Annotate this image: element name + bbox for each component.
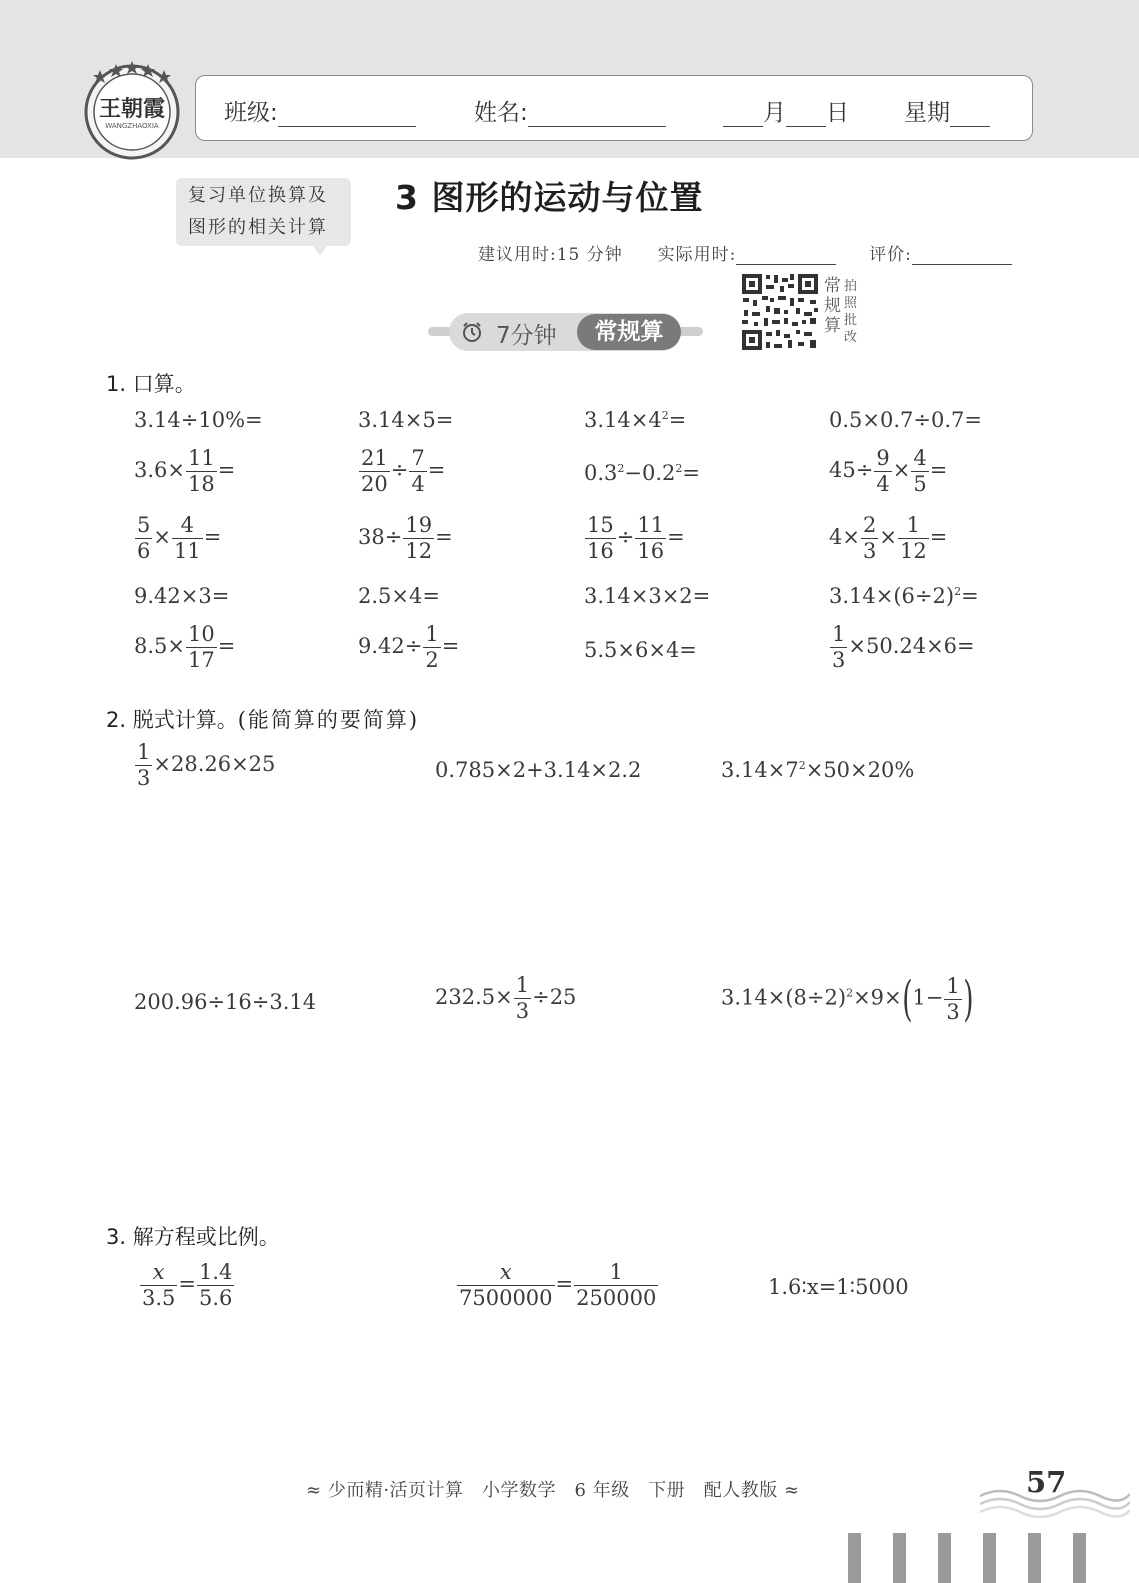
mental-math-item: 5.5×6×4= (584, 638, 697, 662)
mental-math-item: 9.42÷ $\frac{1}{2}$ = (358, 622, 460, 672)
mental-math-item: $3.14\times(6\div 2)^2=$ (829, 584, 979, 608)
calc-problem-4: 200.96÷16÷3.14 (134, 990, 317, 1014)
equation-2: $\frac{x}{7500000}$ = $\frac{1}{250000}$ (459, 1260, 657, 1310)
mental-math-item: $\frac{15}{16}$ ÷ $\frac{11}{16}$ = (587, 513, 685, 563)
bubble-tail (312, 244, 328, 256)
mental-math-item: $\frac{1}{3}$ ×50.24×6= (832, 622, 975, 672)
section-2-heading: 2. 脱式计算。(能简算的要简算) (106, 708, 420, 732)
calc-problem-3: $3.14\times 7^2\times 50\times 20\%$ (721, 758, 915, 782)
calc-problem-5: 232.5× $\frac{1}{3}$ ÷25 (435, 973, 577, 1023)
calc-problem-2: 0.785×2+3.14×2.2 (435, 758, 642, 782)
calc-problem-1: $\frac{1}{3}$ ×28.26×25 (137, 740, 276, 790)
mental-math-item: $0.3^2-0.2^2=$ (584, 461, 701, 485)
footer-text: 少而精·活页计算 小学数学 6 年级 下册 配人教版 (327, 1480, 778, 1501)
timer-minutes: 7分钟 (496, 323, 557, 349)
qr-code-icon[interactable] (740, 272, 820, 352)
weekday-field[interactable] (950, 102, 990, 127)
logo-subtext: WANGZHAOXIA (105, 122, 159, 130)
bubble-line-2: 图形的相关计算 (188, 217, 328, 238)
mental-math-item: 3.14×5= (358, 408, 454, 432)
actual-time-label: 实际用时: (657, 245, 737, 265)
bubble-line-1: 复习单位换算及 (188, 185, 328, 206)
mental-math-item: 3.14×3×2= (584, 584, 711, 608)
day-field[interactable] (786, 102, 826, 127)
weekday-label: 星期 (904, 100, 950, 126)
timing-row (478, 240, 1012, 265)
logo-text: 王朝霞 (98, 96, 165, 122)
class-field[interactable] (278, 102, 416, 127)
section-3-heading: 3. 解方程或比例。 (106, 1225, 280, 1249)
footer-info (306, 1476, 800, 1502)
qr-caption-main: 常规算 (824, 276, 841, 336)
wave-icon: ≈ (783, 1480, 800, 1501)
wave-icon: ≈ (306, 1480, 322, 1501)
mental-math-item: 8.5× $\frac{10}{17}$ = (134, 622, 236, 672)
name-field[interactable] (528, 102, 666, 127)
mental-math-item: $3.14\times 4^2=$ (584, 408, 687, 432)
review-note-bubble (176, 178, 351, 246)
rating-field[interactable] (912, 246, 1012, 265)
mental-math-item: $\frac{21}{20}$ ÷ $\frac{7}{4}$ = (361, 446, 446, 496)
class-label: 班级: (224, 100, 278, 126)
mental-math-item: 9.42×3= (134, 584, 230, 608)
suggested-time: 建议用时:15 分钟 (478, 245, 623, 265)
student-info-box (195, 75, 1033, 141)
mental-math-item: 3.6× $\frac{11}{18}$ = (134, 446, 236, 496)
month-label: 月 (763, 100, 786, 126)
equation-1: $\frac{x}{3.5}$ = $\frac{1.4}{5.6}$ (142, 1260, 233, 1310)
equation-3: 1.6∶x=1∶5000 (768, 1275, 909, 1299)
timer-tag: 常规算 (577, 314, 681, 350)
alarm-clock-icon (461, 321, 483, 343)
day-label: 日 (826, 100, 849, 126)
name-label: 姓名: (474, 100, 528, 126)
timer-banner (449, 313, 681, 351)
mental-math-item: 45÷ $\frac{9}{4}$ × $\frac{4}{5}$ = (829, 446, 948, 496)
section-1-heading: 1. 口算。 (106, 372, 196, 396)
mental-math-item: 2.5×4= (358, 584, 440, 608)
mental-math-item: 38÷ $\frac{19}{12}$ = (358, 513, 453, 563)
qr-caption-sub: 拍照批改 (844, 279, 858, 345)
mental-math-item: 3.14÷10%= (134, 408, 263, 432)
mental-math-item: 4× $\frac{2}{3}$ × $\frac{1}{12}$ = (829, 513, 948, 563)
calc-problem-6: $3.14\times(8\div 2)^2\times 9\times(1-$ $\frac{1}{3}$ ) (721, 971, 974, 1027)
rating-label: 评价: (869, 245, 912, 265)
mental-math-item: 0.5×0.7÷0.7= (829, 408, 982, 432)
page-number: 57 (1026, 1465, 1067, 1499)
month-field[interactable] (723, 102, 763, 127)
mental-math-item: $\frac{5}{6}$ × $\frac{4}{11}$ = (137, 513, 222, 563)
actual-time-field[interactable] (736, 246, 836, 265)
page-title: 3 图形的运动与位置 (395, 178, 704, 217)
